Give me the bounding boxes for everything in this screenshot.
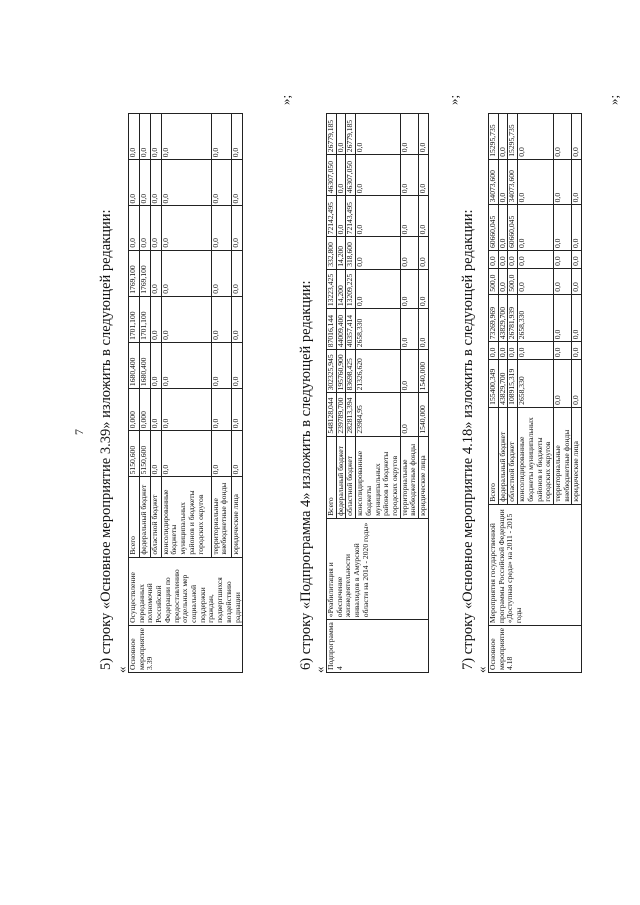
amount-cell: 155400,349 bbox=[489, 360, 499, 408]
amount-cell: 0,0 bbox=[554, 114, 572, 160]
funding-source-cell: областной бюджет bbox=[346, 436, 356, 518]
amount-cell: 0,0 bbox=[336, 155, 346, 196]
amount-cell: 0,0 bbox=[161, 342, 211, 388]
funding-source-cell: юридические лица bbox=[419, 436, 429, 518]
amount-cell: 0,0 bbox=[498, 268, 508, 294]
amount-cell: 2658,330 bbox=[518, 294, 554, 342]
amount-cell: 0,0 bbox=[232, 342, 243, 388]
amount-cell: 0,0 bbox=[161, 389, 211, 431]
amount-cell: 108915,319 bbox=[508, 360, 518, 408]
item-name-cell: Осуществление переданных полномочий Российской Федерации по предоставлению отдельных мер социальной поддержки граждан, подвергшихся воздействию радиации bbox=[129, 557, 243, 625]
amount-cell: 0,0 bbox=[518, 268, 554, 294]
item-name-cell: Мероприятия государственной программы Российской Федерации «Доступная среда» на 2011 - 2015 годы bbox=[489, 504, 582, 625]
amount-cell: 0,0 bbox=[150, 389, 161, 431]
amount-cell: 0,0 bbox=[554, 294, 572, 342]
amount-cell: 0,0 bbox=[508, 342, 518, 360]
item-name-cell: «Реабилитация и обеспечение жизнедеятельности инвалидов в Амурской области на 2014 - 2020 годы» bbox=[327, 518, 429, 619]
amount-cell: 34073,600 bbox=[489, 159, 499, 205]
amount-cell: 0,0 bbox=[572, 251, 582, 269]
amount-cell: 0,0 bbox=[419, 237, 429, 269]
amount-cell: 43829,700 bbox=[498, 294, 508, 342]
amount-cell: 0,0 bbox=[419, 269, 429, 308]
amount-cell: 500,0 bbox=[508, 268, 518, 294]
amount-cell: 0,0 bbox=[508, 251, 518, 269]
amount-cell: 0,0 bbox=[232, 296, 243, 342]
funding-source-cell: федеральный бюджет bbox=[139, 477, 150, 557]
amount-cell: 0,0 bbox=[489, 251, 499, 269]
amount-cell: 2658,330 bbox=[356, 309, 401, 350]
amount-cell: 1540,000 bbox=[419, 350, 429, 393]
amount-cell: 0,0 bbox=[518, 205, 554, 251]
amount-cell: 60660,045 bbox=[489, 205, 499, 251]
amount-cell: 14,200 bbox=[336, 269, 346, 308]
amount-cell: 0,0 bbox=[554, 342, 572, 360]
amount-cell: 0,0 bbox=[336, 196, 346, 237]
amount-cell: 26781,939 bbox=[508, 294, 518, 342]
item-code-cell: Основное мероприятие 3.39 bbox=[129, 625, 243, 672]
amount-cell: 0,0 bbox=[150, 342, 161, 388]
funding-source-cell: территориальные внебюджетные фонды bbox=[211, 477, 232, 557]
amount-cell: 0,0 bbox=[400, 309, 418, 350]
amount-cell: 26779,185 bbox=[327, 114, 337, 155]
amount-cell: 0,000 bbox=[129, 389, 140, 431]
amount-cell: 0,0 bbox=[572, 294, 582, 342]
amount-cell: 0,0 bbox=[554, 159, 572, 205]
amount-cell: 1769,100 bbox=[139, 250, 150, 296]
amount-cell: 5150,600 bbox=[129, 431, 140, 477]
funding-source-cell: территориальные внебюджетные фонды bbox=[400, 436, 418, 518]
amount-cell: 0,0 bbox=[518, 114, 554, 160]
amount-cell: 13223,425 bbox=[327, 269, 337, 308]
amount-cell: 0,0 bbox=[161, 296, 211, 342]
amount-cell: 44009,400 bbox=[336, 309, 346, 350]
amount-cell: 500,0 bbox=[489, 268, 499, 294]
table-row bbox=[129, 114, 140, 673]
funding-source-cell: областной бюджет bbox=[150, 477, 161, 557]
page-number: 7 bbox=[72, 429, 86, 435]
amount-cell: 5150,600 bbox=[139, 431, 150, 477]
funding-source-cell: территориальные внебюджетные фонды bbox=[554, 407, 572, 504]
amount-cell: 0,0 bbox=[400, 155, 418, 196]
amount-cell: 0,0 bbox=[356, 196, 401, 237]
amount-cell: 1701,100 bbox=[129, 296, 140, 342]
funding-source-cell: юридические лица bbox=[232, 477, 243, 557]
amount-cell: 40357,414 bbox=[346, 309, 356, 350]
section5-open-quote: « bbox=[114, 666, 129, 673]
amount-cell: 318,600 bbox=[346, 237, 356, 269]
amount-cell: 0,0 bbox=[572, 342, 582, 360]
amount-cell: 195760,900 bbox=[336, 350, 346, 393]
amount-cell: 0,0 bbox=[232, 206, 243, 250]
amount-cell: 0,0 bbox=[489, 342, 499, 360]
funding-source-cell: Всего bbox=[489, 407, 499, 504]
amount-cell: 0,0 bbox=[356, 237, 401, 269]
amount-cell: 548128,044 bbox=[327, 393, 337, 436]
amount-cell: 332,800 bbox=[327, 237, 337, 269]
section6-table bbox=[326, 113, 429, 673]
amount-cell: 0,0 bbox=[129, 206, 140, 250]
amount-cell: 0,0 bbox=[572, 205, 582, 251]
amount-cell: 0,0 bbox=[232, 431, 243, 477]
amount-cell: 0,0 bbox=[150, 206, 161, 250]
amount-cell: 0,0 bbox=[336, 114, 346, 155]
amount-cell: 0,0 bbox=[400, 196, 418, 237]
amount-cell: 0,0 bbox=[211, 431, 232, 477]
amount-cell: 0,0 bbox=[419, 196, 429, 237]
amount-cell: 1701,100 bbox=[139, 296, 150, 342]
funding-source-cell: консолидированные бюджеты муниципальных районов и бюджеты городских округов bbox=[161, 477, 211, 557]
section7-heading: 7) строку «Основное мероприятие 4.18» изложить в следующей редакции: bbox=[460, 209, 476, 670]
section5-heading: 5) строку «Основное мероприятие 3.39» изложить в следующей редакции: bbox=[98, 209, 114, 670]
amount-cell: 0,0 bbox=[232, 250, 243, 296]
amount-cell: 0,0 bbox=[232, 114, 243, 160]
amount-cell: 0,0 bbox=[150, 431, 161, 477]
amount-cell: 0,0 bbox=[554, 205, 572, 251]
amount-cell: 0,0 bbox=[554, 251, 572, 269]
funding-source-cell: федеральный бюджет bbox=[498, 407, 508, 504]
amount-cell: 0,0 bbox=[161, 160, 211, 206]
amount-cell: 21326,620 bbox=[356, 350, 401, 393]
amount-cell: 0,0 bbox=[572, 268, 582, 294]
amount-cell: 0,0 bbox=[572, 114, 582, 160]
section7-table bbox=[488, 113, 582, 673]
section6-heading: 6) строку «Подпрограмма 4» изложить в следующей редакции: bbox=[298, 280, 314, 670]
table-row bbox=[327, 114, 337, 673]
amount-cell: 0,0 bbox=[161, 114, 211, 160]
amount-cell: 87016,144 bbox=[327, 309, 337, 350]
amount-cell: 72142,495 bbox=[327, 196, 337, 237]
amount-cell: 0,0 bbox=[400, 237, 418, 269]
amount-cell: 15295,735 bbox=[489, 114, 499, 160]
amount-cell: 14,200 bbox=[336, 237, 346, 269]
amount-cell: 0,0 bbox=[400, 269, 418, 308]
amount-cell: 0,0 bbox=[150, 250, 161, 296]
amount-cell: 34073,600 bbox=[508, 159, 518, 205]
amount-cell: 0,0 bbox=[498, 342, 508, 360]
amount-cell: 0,000 bbox=[139, 389, 150, 431]
section6-close-quote: »; bbox=[446, 94, 461, 105]
amount-cell: 0,0 bbox=[139, 114, 150, 160]
amount-cell: 43829,700 bbox=[498, 360, 508, 408]
amount-cell: 46307,050 bbox=[327, 155, 337, 196]
amount-cell: 83698,425 bbox=[346, 350, 356, 393]
table-row bbox=[489, 114, 499, 673]
funding-source-cell: Всего bbox=[129, 477, 140, 557]
section5-close-quote: »; bbox=[278, 94, 293, 105]
amount-cell: 46307,050 bbox=[346, 155, 356, 196]
amount-cell: 0,0 bbox=[211, 342, 232, 388]
amount-cell: 0,0 bbox=[419, 155, 429, 196]
amount-cell: 0,0 bbox=[232, 389, 243, 431]
amount-cell: 0,0 bbox=[139, 206, 150, 250]
amount-cell: 0,0 bbox=[498, 205, 508, 251]
amount-cell: 0,0 bbox=[161, 206, 211, 250]
amount-cell: 60660,045 bbox=[508, 205, 518, 251]
funding-source-cell: Всего bbox=[327, 436, 337, 518]
amount-cell: 0,0 bbox=[518, 251, 554, 269]
amount-cell: 2658,330 bbox=[518, 360, 554, 408]
funding-source-cell: юридические лица bbox=[572, 407, 582, 504]
amount-cell: 0,0 bbox=[356, 269, 401, 308]
amount-cell: 0,0 bbox=[400, 393, 418, 436]
amount-cell: 0,0 bbox=[572, 360, 582, 408]
amount-cell: 13209,225 bbox=[346, 269, 356, 308]
item-code-cell: Подпрограмма 4 bbox=[327, 620, 429, 673]
amount-cell: 0,0 bbox=[211, 114, 232, 160]
amount-cell: 1769,100 bbox=[129, 250, 140, 296]
amount-cell: 302325,945 bbox=[327, 350, 337, 393]
amount-cell: 1540,000 bbox=[419, 393, 429, 436]
amount-cell: 0,0 bbox=[572, 159, 582, 205]
amount-cell: 0,0 bbox=[518, 159, 554, 205]
amount-cell: 0,0 bbox=[554, 360, 572, 408]
amount-cell: 15295,735 bbox=[508, 114, 518, 160]
amount-cell: 0,0 bbox=[211, 160, 232, 206]
amount-cell: 0,0 bbox=[139, 160, 150, 206]
amount-cell: 0,0 bbox=[211, 296, 232, 342]
amount-cell: 0,0 bbox=[150, 160, 161, 206]
amount-cell: 0,0 bbox=[161, 431, 211, 477]
amount-cell: 0,0 bbox=[400, 350, 418, 393]
section5-table bbox=[128, 113, 243, 673]
amount-cell: 0,0 bbox=[400, 114, 418, 155]
amount-cell: 0,0 bbox=[129, 160, 140, 206]
section7-close-quote: »; bbox=[606, 94, 621, 105]
amount-cell: 0,0 bbox=[356, 114, 401, 155]
amount-cell: 0,0 bbox=[211, 250, 232, 296]
amount-cell: 72143,495 bbox=[346, 196, 356, 237]
funding-source-cell: консолидированные бюджеты муниципальных районов и бюджеты городских округов bbox=[356, 436, 401, 518]
amount-cell: 0,0 bbox=[498, 251, 508, 269]
amount-cell: 282813,394 bbox=[346, 393, 356, 436]
amount-cell: 0,0 bbox=[419, 309, 429, 350]
funding-source-cell: федеральный бюджет bbox=[336, 436, 346, 518]
amount-cell: 0,0 bbox=[129, 114, 140, 160]
amount-cell: 23984,95 bbox=[356, 393, 401, 436]
item-code-cell: Основное мероприятие 4.18 bbox=[489, 626, 582, 673]
amount-cell: 0,0 bbox=[150, 296, 161, 342]
amount-cell: 0,0 bbox=[498, 114, 508, 160]
funding-source-cell: областной бюджет bbox=[508, 407, 518, 504]
amount-cell: 0,0 bbox=[232, 160, 243, 206]
amount-cell: 26779,185 bbox=[346, 114, 356, 155]
amount-cell: 0,0 bbox=[419, 114, 429, 155]
amount-cell: 0,0 bbox=[211, 206, 232, 250]
section7-open-quote: « bbox=[474, 666, 489, 673]
amount-cell: 0,0 bbox=[150, 114, 161, 160]
amount-cell: 0,0 bbox=[161, 250, 211, 296]
section6-open-quote: « bbox=[312, 666, 327, 673]
amount-cell: 0,0 bbox=[211, 389, 232, 431]
amount-cell: 73269,969 bbox=[489, 294, 499, 342]
amount-cell: 1680,400 bbox=[139, 342, 150, 388]
amount-cell: 1680,400 bbox=[129, 342, 140, 388]
funding-source-cell: консолидированные бюджеты муниципальных районов и бюджеты городских округов bbox=[518, 407, 554, 504]
amount-cell: 239789,700 bbox=[336, 393, 346, 436]
amount-cell: 0,0 bbox=[554, 268, 572, 294]
amount-cell: 0,0 bbox=[356, 155, 401, 196]
amount-cell: 0,0 bbox=[518, 342, 554, 360]
amount-cell: 0,0 bbox=[498, 159, 508, 205]
